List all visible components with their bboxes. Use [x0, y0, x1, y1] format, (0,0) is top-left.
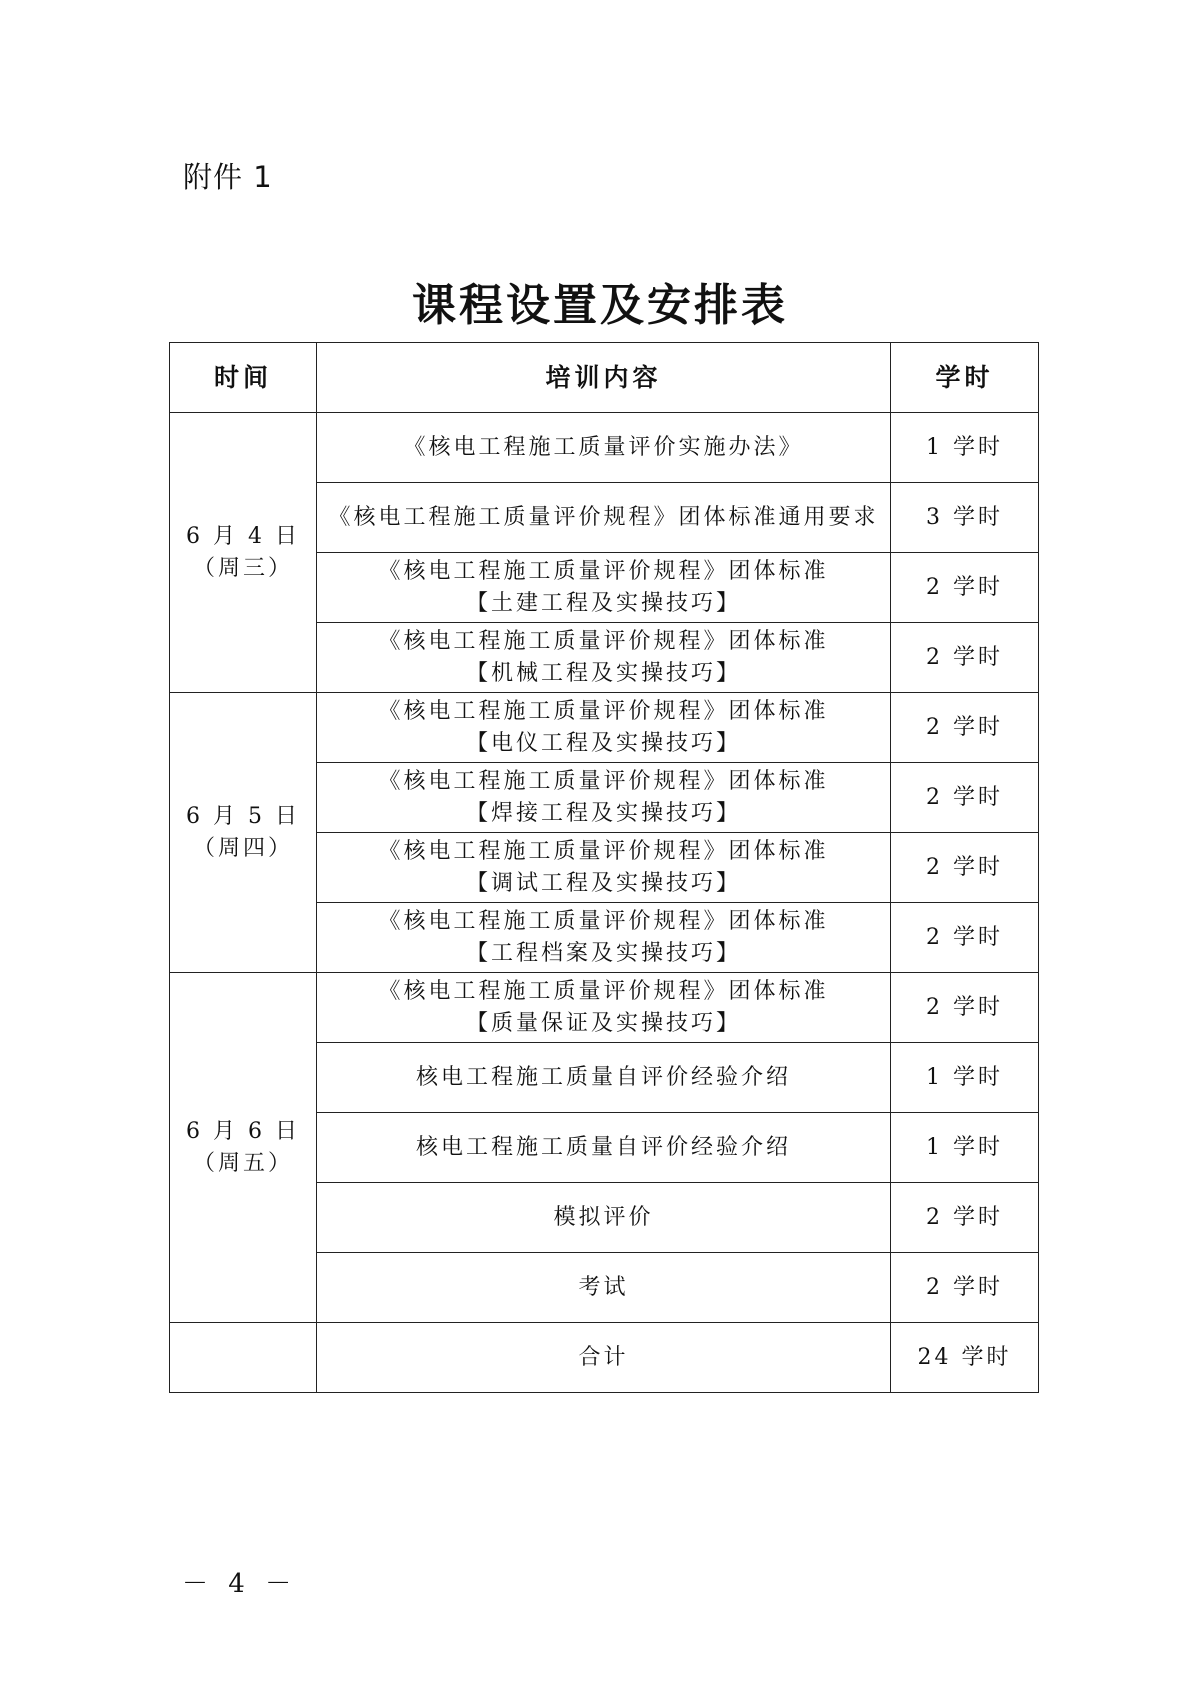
course-content-line: 《核电工程施工质量评价规程》团体标准 — [378, 628, 829, 654]
course-content-line: 【焊接工程及实操技巧】 — [465, 800, 741, 826]
hours-cell: 2 学时 — [891, 903, 1039, 973]
course-content-line: 【调试工程及实操技巧】 — [465, 870, 741, 896]
weekday-text: （周三） — [192, 555, 293, 581]
course-schedule-table — [169, 342, 1039, 1393]
hours-cell: 2 学时 — [891, 1183, 1039, 1253]
total-row — [170, 1323, 1039, 1393]
course-content-cell — [317, 763, 891, 833]
hours-cell: 2 学时 — [891, 973, 1039, 1043]
course-content-cell — [317, 483, 891, 553]
course-content-line: 《核电工程施工质量评价规程》团体标准 — [378, 698, 829, 724]
course-content-line: 核电工程施工质量自评价经验介绍 — [415, 1134, 791, 1160]
course-content-cell — [317, 1253, 891, 1323]
date-cell — [170, 413, 317, 693]
hours-cell: 2 学时 — [891, 833, 1039, 903]
hours-cell: 2 学时 — [891, 763, 1039, 833]
course-content-line: 《核电工程施工质量评价规程》团体标准 — [378, 978, 829, 1004]
total-label: 合计 — [317, 1323, 891, 1393]
total-empty-cell — [170, 1323, 317, 1393]
total-hours: 24 学时 — [891, 1323, 1039, 1393]
course-content-line: 《核电工程施工质量评价规程》团体标准 — [378, 558, 829, 584]
course-content-line: 核电工程施工质量自评价经验介绍 — [415, 1064, 791, 1090]
page-number: － 4 － — [182, 1569, 298, 1599]
hours-cell: 2 学时 — [891, 1253, 1039, 1323]
course-content-cell — [317, 623, 891, 693]
course-content-line: 《核电工程施工质量评价规程》团体标准通用要求 — [328, 504, 879, 530]
course-content-cell — [317, 903, 891, 973]
table-row — [170, 973, 1039, 1043]
course-content-line: 【土建工程及实操技巧】 — [465, 590, 741, 616]
table-row — [170, 693, 1039, 763]
weekday-text: （周四） — [192, 835, 293, 861]
course-content-line: 《核电工程施工质量评价实施办法》 — [403, 434, 804, 460]
hours-cell: 1 学时 — [891, 1113, 1039, 1183]
course-content-line: 【机械工程及实操技巧】 — [465, 660, 741, 686]
course-content-line: 《核电工程施工质量评价规程》团体标准 — [378, 908, 829, 934]
course-content-line: 模拟评价 — [553, 1204, 654, 1230]
course-content-line: 【工程档案及实操技巧】 — [465, 940, 741, 966]
course-content-line: 【电仪工程及实操技巧】 — [465, 730, 741, 756]
hours-cell: 2 学时 — [891, 623, 1039, 693]
hours-cell: 3 学时 — [891, 483, 1039, 553]
course-content-cell — [317, 1113, 891, 1183]
course-content-cell — [317, 1183, 891, 1253]
course-content-cell — [317, 413, 891, 483]
page-title: 课程设置及安排表 — [412, 280, 788, 331]
course-content-cell — [317, 973, 891, 1043]
course-content-cell — [317, 833, 891, 903]
date-text: 6 月 6 日 — [186, 1118, 300, 1144]
hours-cell: 2 学时 — [891, 693, 1039, 763]
table-header-row — [170, 343, 1039, 413]
date-cell — [170, 693, 317, 973]
table-row — [170, 413, 1039, 483]
course-content-line: 【质量保证及实操技巧】 — [465, 1010, 741, 1036]
course-content-line: 《核电工程施工质量评价规程》团体标准 — [378, 838, 829, 864]
course-content-cell — [317, 693, 891, 763]
course-content-line: 考试 — [578, 1274, 629, 1300]
date-text: 6 月 5 日 — [186, 803, 300, 829]
hours-cell: 2 学时 — [891, 553, 1039, 623]
header-content: 培训内容 — [317, 343, 891, 413]
header-hours: 学时 — [891, 343, 1039, 413]
attachment-label: 附件 1 — [183, 160, 273, 194]
header-time: 时间 — [170, 343, 317, 413]
date-text: 6 月 4 日 — [186, 523, 300, 549]
course-content-line: 《核电工程施工质量评价规程》团体标准 — [378, 768, 829, 794]
weekday-text: （周五） — [192, 1150, 293, 1176]
table-body — [170, 413, 1039, 1393]
hours-cell: 1 学时 — [891, 413, 1039, 483]
course-content-cell — [317, 553, 891, 623]
course-content-cell — [317, 1043, 891, 1113]
date-cell — [170, 973, 317, 1323]
hours-cell: 1 学时 — [891, 1043, 1039, 1113]
